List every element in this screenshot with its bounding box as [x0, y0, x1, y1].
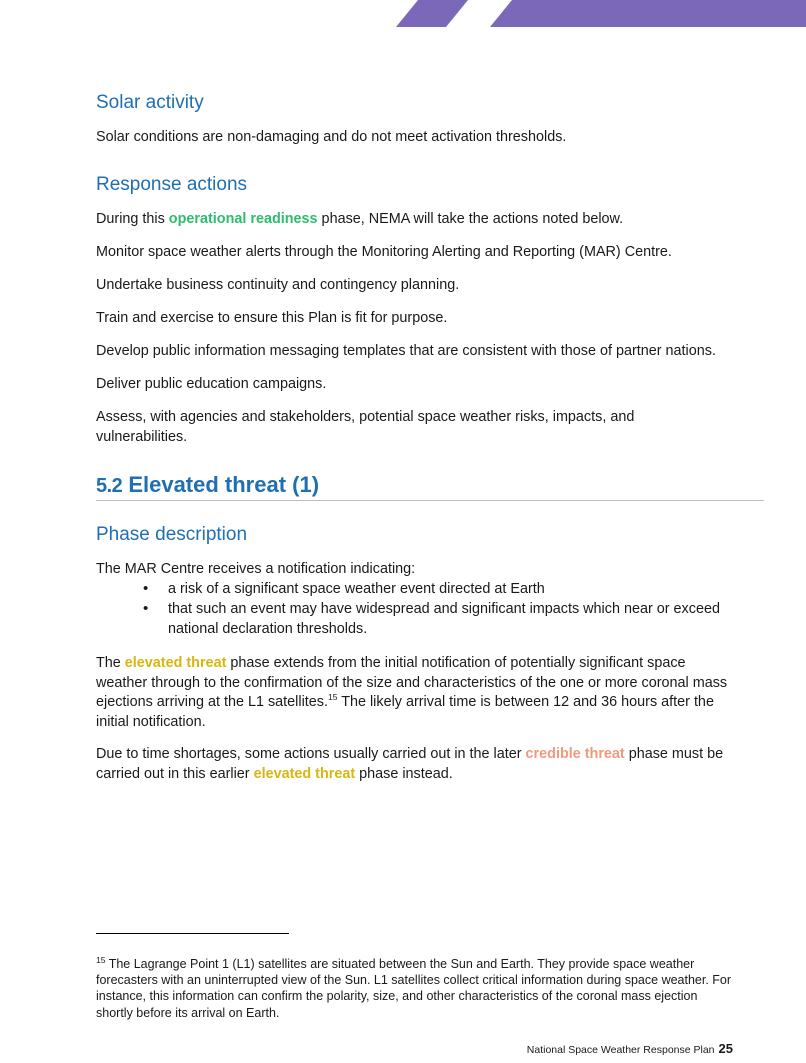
- phase-description-heading: Phase description: [96, 524, 248, 545]
- list-item: • that such an event may have widespread and significant impacts which near or exceed national declaration thresholds.: [96, 599, 746, 639]
- section-heading-5-2: [96, 472, 764, 501]
- footnote-ref: 15: [327, 692, 338, 703]
- response-intro: During this operational readiness phase, NEMA will take the actions noted below.: [96, 211, 624, 227]
- footnote: [96, 956, 736, 1021]
- elevated-threat-term: elevated threat: [124, 655, 227, 671]
- action-item: Assess, with agencies and stakeholders, potential space weather risks, impacts, and vulnerabilities.: [96, 409, 635, 445]
- section-title: Elevated threat (1): [128, 472, 320, 497]
- action-item: Develop public information messaging templates that are consistent with those of partner nations.: [96, 343, 716, 359]
- phase-intro: The MAR Centre receives a notification indicating:: [96, 561, 416, 577]
- action-item: Deliver public education campaigns.: [96, 376, 327, 392]
- footnote-text: The Lagrange Point 1 (L1) satellites are situated between the Sun and Earth. They provide space weather forecasters with an uninterrupted view of the Sun. L1 satellites collect critical information during space weather. For instance, this information can confirm the polarity, size, and other characteristics of the coronal mass ejection shortly before its arrival on Earth.: [96, 957, 732, 1020]
- phase-paragraph-1: The elevated threat phase extends from the initial notification of potentially significant space weather through to the confirmation of the size and characteristics of the one or more coronal mass ejections arriving at the L1 satellites.$^{15}$ The likely arrival time is between 12 and 36 hours after the initial notification.: [96, 655, 728, 730]
- credible-threat-term: credible threat: [525, 746, 625, 762]
- action-item: Monitor space weather alerts through the Monitoring Alerting and Reporting (MAR) Centre.: [96, 244, 672, 260]
- footnote-divider: [96, 933, 289, 934]
- phase-paragraph-2: Due to time shortages, some actions usually carried out in the later credible threat phase must be carried out in this earlier elevated threat phase instead.: [96, 746, 724, 782]
- header-banner: [0, 0, 806, 27]
- elevated-threat-term: elevated threat: [253, 765, 356, 782]
- action-item: Train and exercise to ensure this Plan is fit for purpose.: [96, 310, 448, 326]
- footer-doc-title: National Space Weather Response Plan: [526, 1044, 715, 1056]
- page-number: 25: [718, 1041, 733, 1056]
- banner-stripe-left: [396, 0, 468, 27]
- page-footer: [527, 1041, 733, 1056]
- operational-readiness-term: operational readiness: [168, 211, 318, 227]
- section-number: 5.2: [96, 475, 123, 497]
- solar-activity-text: Solar conditions are non-damaging and do not meet activation thresholds.: [96, 129, 567, 145]
- response-actions-heading: Response actions: [96, 174, 248, 195]
- action-item: Undertake business continuity and contingency planning.: [96, 277, 460, 293]
- list-item: • a risk of a significant space weather event directed at Earth: [96, 579, 746, 599]
- phase-bullet-list: [96, 579, 746, 639]
- banner-stripe-right: [490, 0, 806, 27]
- footnote-number: 15: [96, 954, 106, 965]
- solar-activity-heading: Solar activity: [96, 92, 204, 113]
